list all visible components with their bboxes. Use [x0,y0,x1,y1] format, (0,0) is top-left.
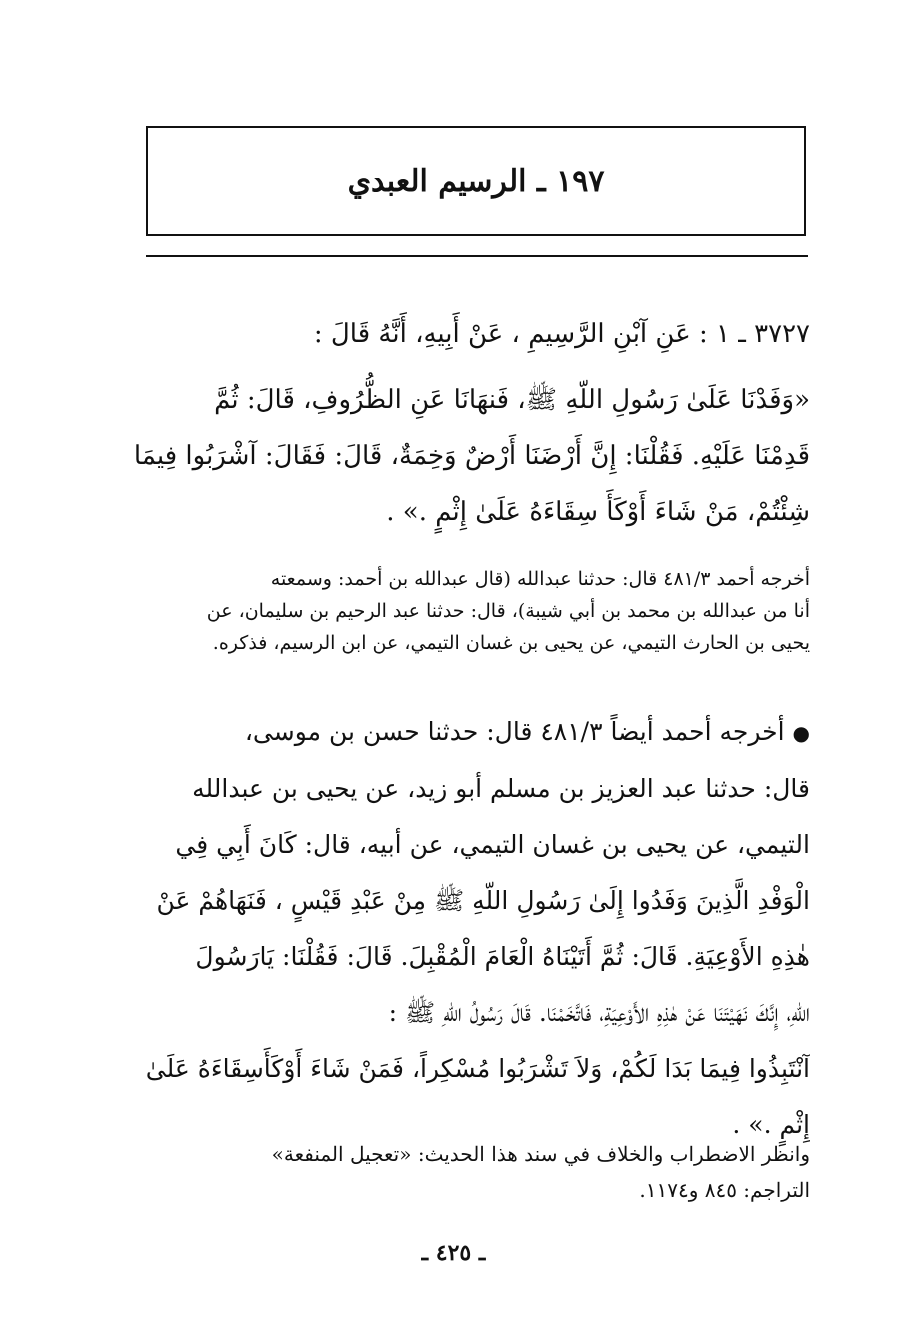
takhrij-paragraph-2 [130,704,810,1153]
takhrij2-line: قال: حدثنا عبد العزيز بن مسلم أبو زيد، عن يحيى بن عبدالله [192,774,810,803]
reference-note [130,1136,810,1208]
page-number: ـ ٤٢٥ ـ [421,1240,486,1266]
hadith-intro-text: ٣٧٢٧ ـ ١ : عَنِ آبْنِ الرَّسِيمِ ، عَنْ أَبِيهِ، أَنَّهُ قَالَ : [313,319,810,349]
note-line: التراجم: ٨٤٥ و١١٧٤. [639,1178,810,1202]
hadith-text [130,372,810,540]
takhrij2-first-line [130,704,810,761]
hadith-line: «وَفَدْنَا عَلَىٰ رَسُولِ اللّهِ ﷺ، فَنهَانَا عَنِ الظُّرُوفِ، قَالَ: ثُمَّ [214,385,810,415]
takhrij2-line: التيمي، عن يحيى بن غسان التيمي، عن أبيه، قال: كَانَ أَبِي فِي [175,830,810,859]
takhrij-line: أخرجه أحمد ٤٨١/٣ قال: حدثنا عبدالله (قال عبدالله بن أحمد: وسمعته [270,568,810,590]
takhrij-line: يحيى بن الحارث التيمي، عن يحيى بن غسان التيمي، عن ابن الرسيم، فذكره. [212,632,810,654]
bullet-icon: ● [792,721,810,745]
takhrij2-line: آنْتَبِذُوا فِيمَا بَدَا لَكُمْ، وَلاَ تَشْرَبُوا مُسْكِراً، فَمَنْ شَاءَ أَوْكَأَسِقَاءَهُ عَلَىٰ [145,1054,810,1083]
chapter-title: ١٩٧ ـ الرسيم العبدي [347,163,605,199]
hadith-intro [130,308,810,360]
takhrij-paragraph-1 [130,563,810,659]
title-divider [146,255,808,257]
takhrij-line: أنا من عبدالله بن محمد بن أبي شيبة)، قال: حدثنا عبد الرحيم بن سليمان، عن [206,600,810,622]
hadith-line: قَدِمْنَا عَلَيْهِ. فَقُلْنَا: إِنَّ أَرْضَنَا أَرْضٌ وَخِمَةٌ، قَالَ: فَقَالَ: آشْرَبُوا فِيمَا [133,441,810,471]
takhrij2-line: اللّهِ، إِنَّكَ نَهَيْتَنَا عَنْ هٰذِهِ الأَوْعِيَةِ، فَاتَّخَمْنَا. قَالَ رَسُولُ اللّهِ ﷺ : [388,998,810,1027]
hadith-line: شِئْتُمْ، مَنْ شَاءَ أَوْكَأَ سِقَاءَهُ عَلَىٰ إِثْمٍ .» . [386,497,810,527]
takhrij2-line: إِثْمٍ .» . [732,1110,810,1139]
takhrij2-line: أخرجه أحمد أيضاً ٤٨١/٣ قال: حدثنا حسن بن موسى، [244,717,785,746]
takhrij2-line: الْوَفْدِ الَّذِينَ وَفَدُوا إِلَىٰ رَسُولِ اللّهِ ﷺ مِنْ عَبْدِ قَيْسٍ ، فَنَهَاهُمْ عَنْ [156,886,810,915]
note-line: وانظر الاضطراب والخلاف في سند هذا الحديث: «تعجيل المنفعة» [271,1142,810,1166]
takhrij2-line: هٰذِهِ الأَوْعِيَةِ. قَالَ: ثُمَّ أَتَيْنَاهُ الْعَامَ الْمُقْبِلَ. قَالَ: فَقُلْنَا: يَارَسُولَ [195,942,810,971]
chapter-title-box [146,126,806,236]
